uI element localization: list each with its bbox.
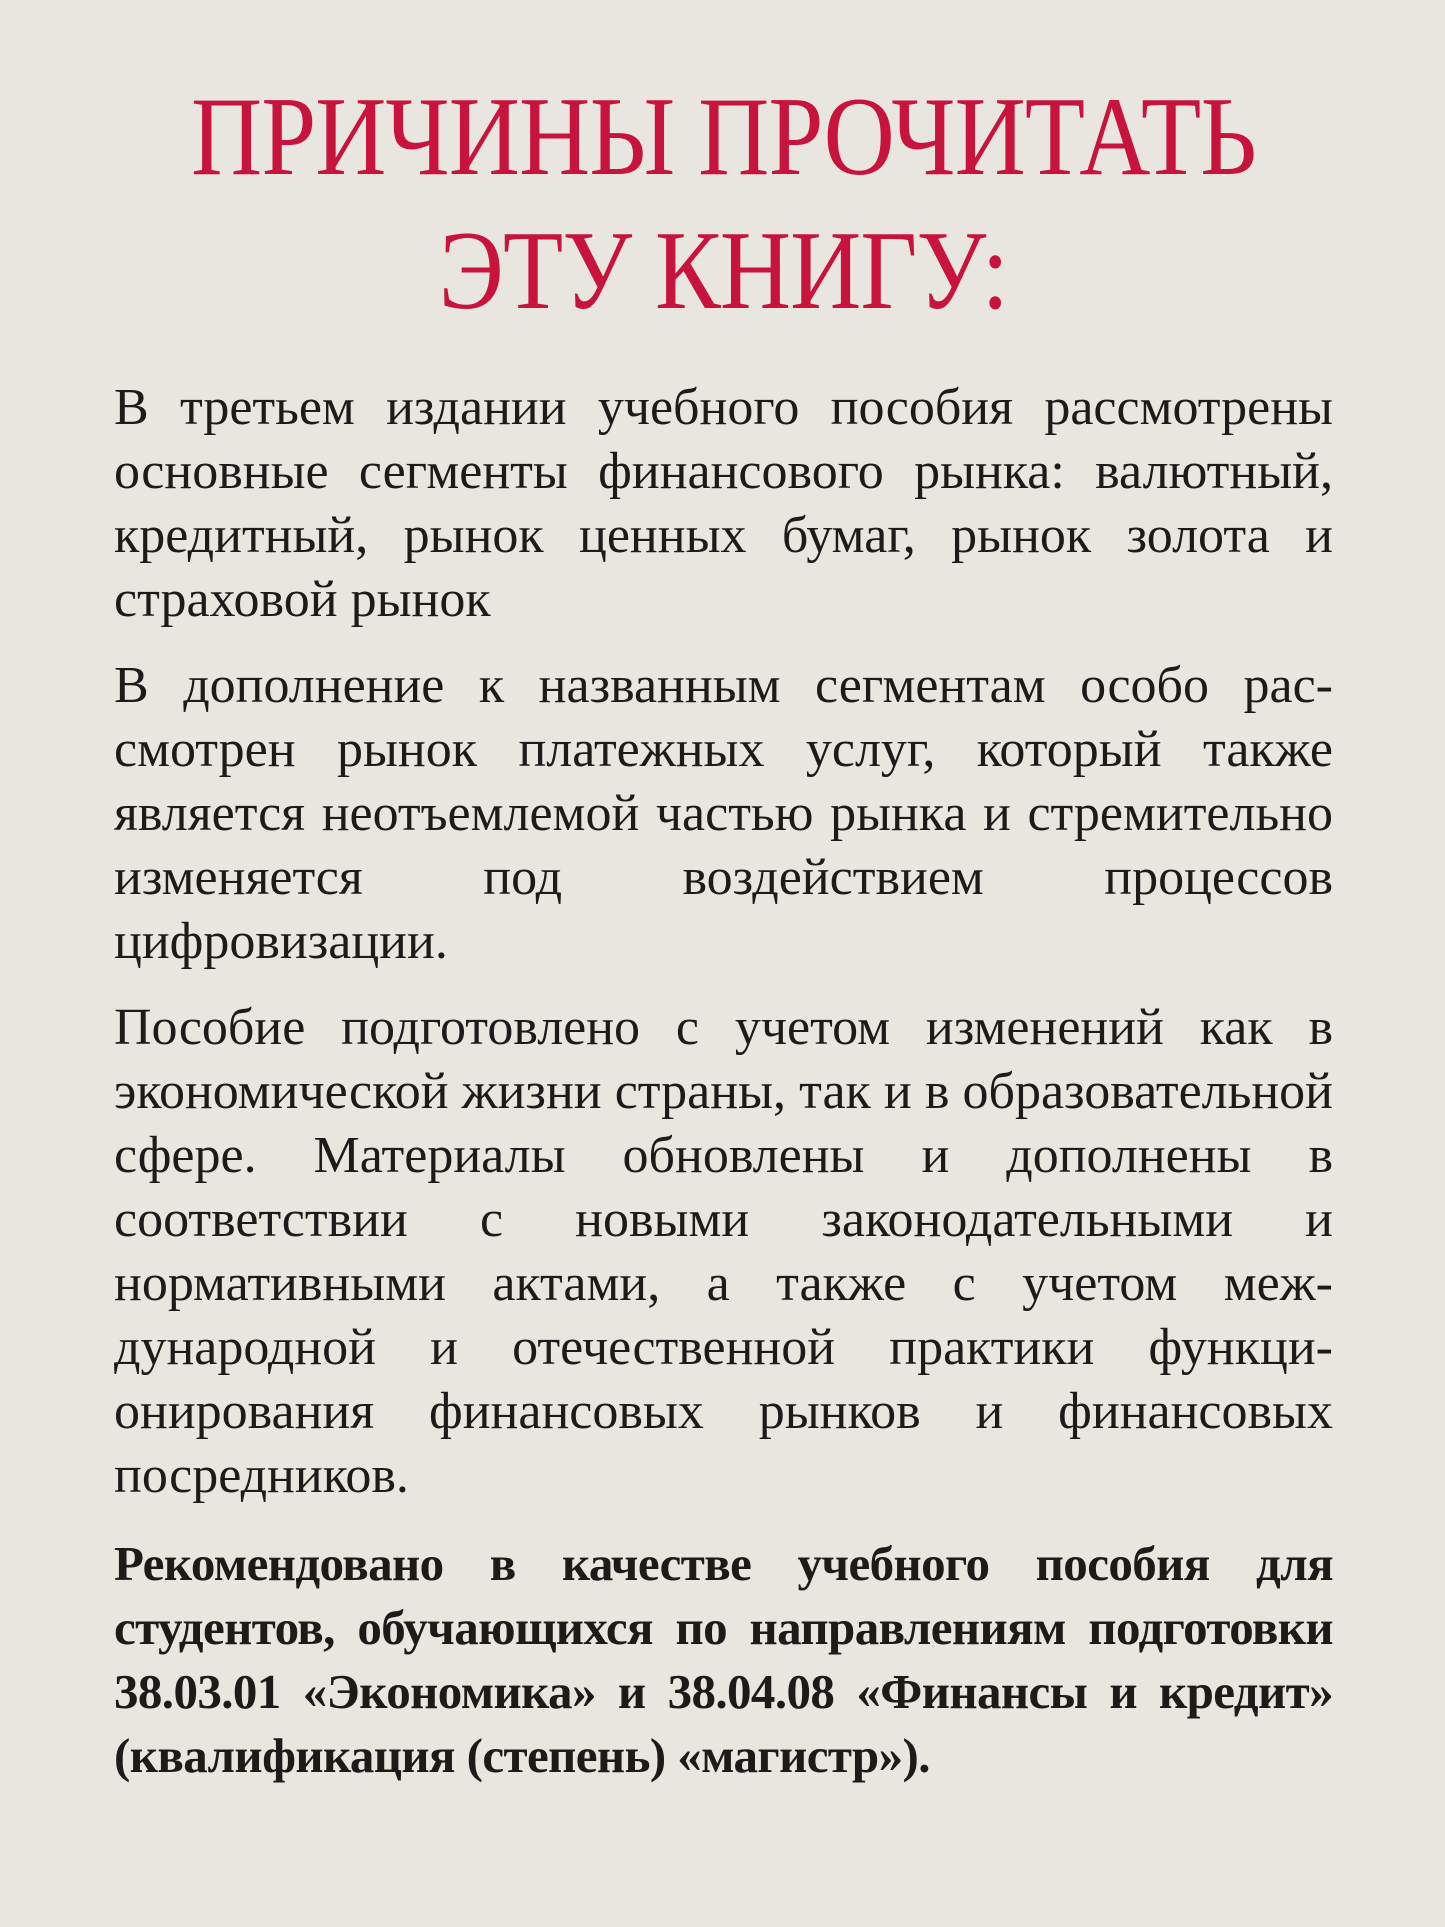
paragraph-payment-services: В дополнение к названным сегментам особо рассмотрен рынок платежных услуг, который также является неотъемлемой частью рынка и стремительно изменяется под воздействием процессов цифровизации. — [114, 657, 1333, 970]
paragraph-edition-overview: В третьем издании учебного пособия рассмотрены основные сегменты финансового рынка: валютный, кредитный, рынок ценных бумаг, рынок золота и страховой рынок — [114, 379, 1333, 628]
paragraph-updates: Пособие подготовлено с учетом изменений как в экономической жизни страны, так и в образовательной сфере. Материалы обновлены и дополнены в соответствии с новыми законодательными и нормативными актами, а также с учетом международной и отечественной практики функционирования финансовых рынков и финансовых посредников. — [114, 999, 1333, 1504]
title-line-1: ПРИЧИНЫ ПРОЧИТАТЬ — [191, 75, 1256, 199]
title-line-2: ЭТУ КНИГУ: — [438, 209, 1009, 333]
recommendation-text: Рекомендовано в качестве учебного пособия для студентов, обучающихся по направлениям подготовки 38.03.01 «Экономика» и 38.04.08 «Финансы и кредит» (квалификация (степень) «магистр»). — [114, 1536, 1333, 1783]
page-title — [187, 70, 1260, 338]
